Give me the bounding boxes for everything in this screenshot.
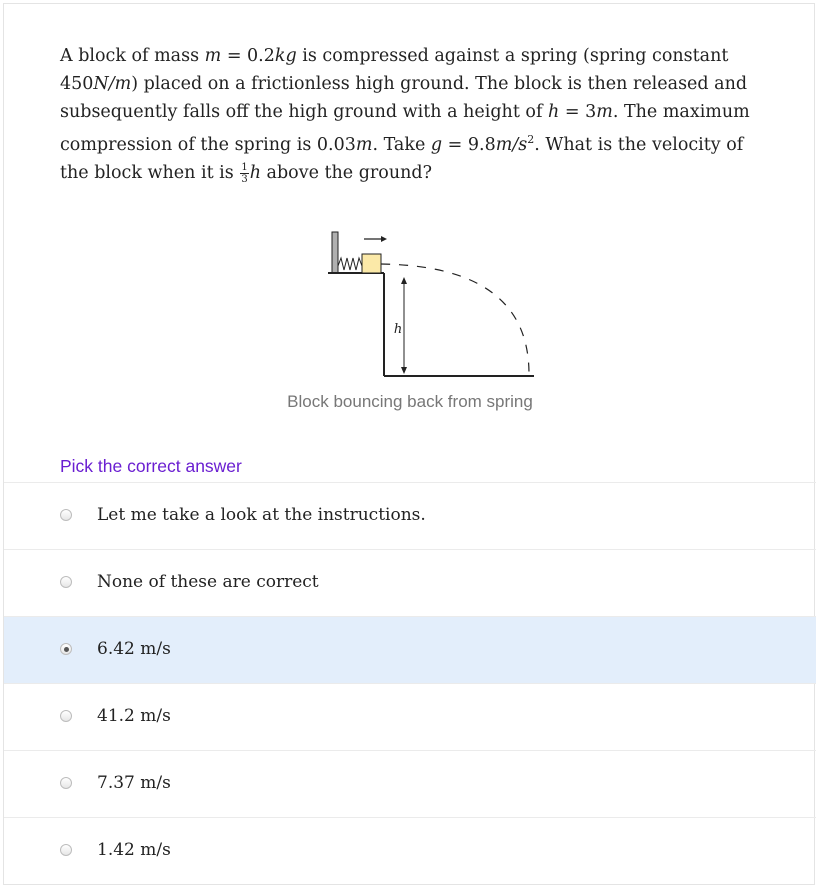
radio-button[interactable] [60,844,72,856]
answer-option-label: 7.37 m/s [97,773,171,793]
answer-option-label: 1.42 m/s [97,840,171,860]
radio-button[interactable] [60,509,72,521]
answer-option[interactable] [4,683,816,750]
radio-dot-icon [64,647,69,652]
answer-option[interactable] [4,817,816,884]
question-text: A block of mass m = 0.2kg is compressed against a spring (spring constant 450N/m) placed on a frictionless high ground. The block is then released and subsequently falls off the high ground with a height of h = 3m. The maximum compression of the spring is 0.03m. Take $g = 9.8m/s^2$. What is the velocity of the block when it is $\frac{1}{3}$ h above the ground? [60,46,750,186]
spring-block-diagram [324,226,554,381]
question-card [3,3,815,885]
answer-option-label: Let me take a look at the instructions. [97,505,426,525]
answer-option-label: 6.42 m/s [97,639,171,659]
answer-option-label: None of these are correct [97,572,319,592]
block [362,254,381,273]
answer-option[interactable] [4,750,816,817]
answer-option-label: 41.2 m/s [97,706,171,726]
radio-button[interactable] [60,777,72,789]
spring [338,258,362,270]
answer-option[interactable] [4,482,816,549]
height-arrowhead-bottom [401,367,407,374]
fraction-one-third: $\frac{1}{3}$ [241,162,248,186]
answer-option[interactable] [4,549,816,616]
answer-options [4,482,816,884]
radio-button[interactable] [60,576,72,588]
radio-button-checked[interactable] [60,643,72,655]
motion-arrowhead [381,236,387,242]
wall [332,232,338,273]
height-arrowhead-top [401,277,407,284]
figure-caption: Block bouncing back from spring [287,392,533,411]
answer-prompt: Pick the correct answer [60,456,242,476]
height-label: h [393,322,403,337]
radio-button[interactable] [60,710,72,722]
answer-option-selected[interactable] [4,616,816,683]
